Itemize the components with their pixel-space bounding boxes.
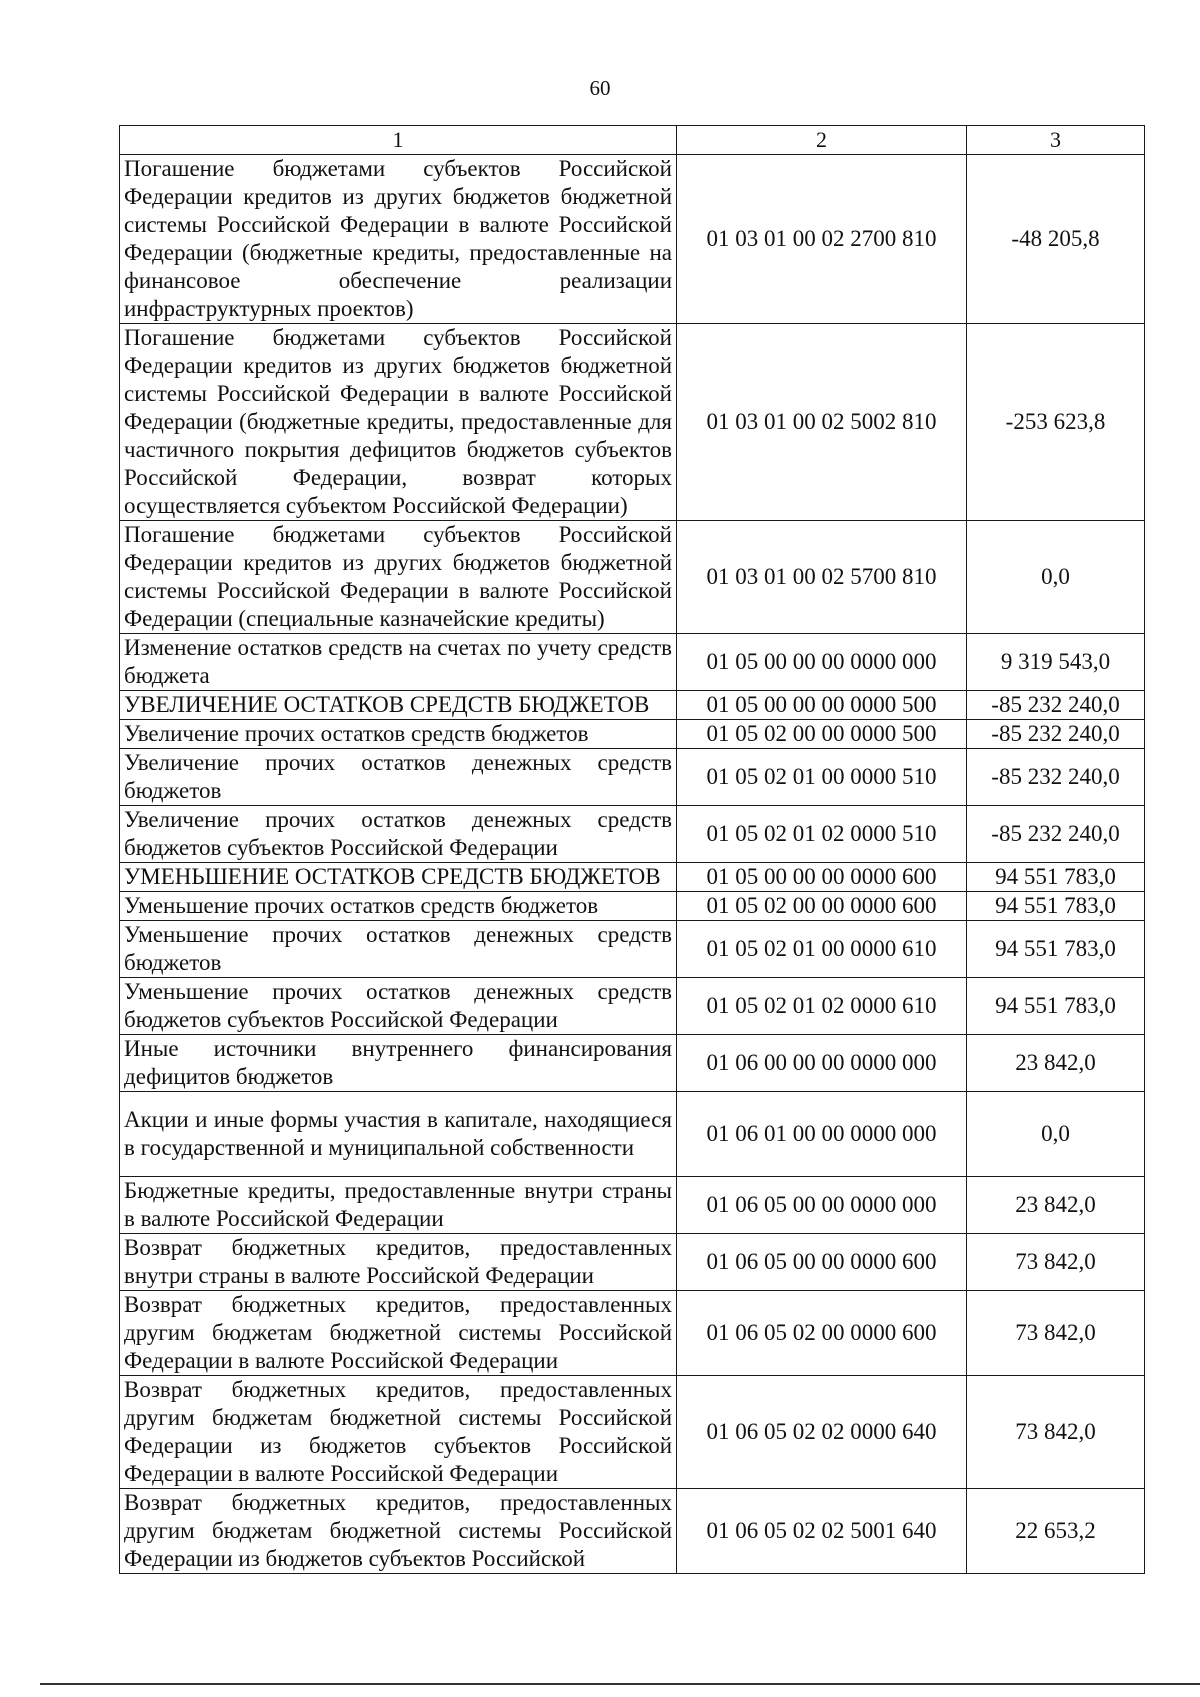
- row-code: 01 03 01 00 02 5002 810: [677, 324, 967, 521]
- table-row: [120, 1489, 1145, 1574]
- row-name: Акции и иные формы участия в капитале, находящиеся в государственной и муниципальной собственности: [120, 1092, 677, 1177]
- table-header-row: [120, 126, 1145, 155]
- table-row: [120, 1177, 1145, 1234]
- table-row: [120, 921, 1145, 978]
- row-amount: 0,0: [967, 521, 1145, 634]
- row-name: Уменьшение прочих остатков денежных средств бюджетов: [120, 921, 677, 978]
- row-code: 01 05 00 00 00 0000 600: [677, 863, 967, 892]
- row-code: 01 05 02 01 00 0000 510: [677, 749, 967, 806]
- row-name: Бюджетные кредиты, предоставленные внутри страны в валюте Российской Федерации: [120, 1177, 677, 1234]
- row-amount: 23 842,0: [967, 1177, 1145, 1234]
- table-row: [120, 1035, 1145, 1092]
- row-name: УМЕНЬШЕНИЕ ОСТАТКОВ СРЕДСТВ БЮДЖЕТОВ: [120, 863, 677, 892]
- header-col-1: 1: [120, 126, 677, 155]
- row-amount: -85 232 240,0: [967, 720, 1145, 749]
- row-amount: 23 842,0: [967, 1035, 1145, 1092]
- page-number: 60: [589, 76, 611, 100]
- row-name: Возврат бюджетных кредитов, предоставленных другим бюджетам бюджетной системы Российской Федерации из бюджетов субъектов Российской Федерации в валюте Российской Федерации: [120, 1376, 677, 1489]
- table-row: [120, 806, 1145, 863]
- page-bottom-rule: [40, 1683, 1200, 1685]
- row-amount: -85 232 240,0: [967, 806, 1145, 863]
- row-name: Погашение бюджетами субъектов Российской Федерации кредитов из других бюджетов бюджетной системы Российской Федерации в валюте Российской Федерации (бюджетные кредиты, предоставленные для частичного покрытия дефицитов бюджетов субъектов Российской Федерации, возврат которых осуществляется субъектом Российской Федерации): [120, 324, 677, 521]
- row-code: 01 06 05 00 00 0000 000: [677, 1177, 967, 1234]
- row-name: Уменьшение прочих остатков средств бюджетов: [120, 892, 677, 921]
- row-code: 01 03 01 00 02 2700 810: [677, 155, 967, 324]
- row-amount: 94 551 783,0: [967, 892, 1145, 921]
- header-col-3: 3: [967, 126, 1145, 155]
- budget-sources-table: [119, 125, 1145, 1574]
- row-amount: -253 623,8: [967, 324, 1145, 521]
- row-name: Иные источники внутреннего финансирования дефицитов бюджетов: [120, 1035, 677, 1092]
- row-name: Увеличение прочих остатков средств бюджетов: [120, 720, 677, 749]
- row-code: 01 06 05 02 00 0000 600: [677, 1291, 967, 1376]
- table-row: [120, 1234, 1145, 1291]
- row-code: 01 06 00 00 00 0000 000: [677, 1035, 967, 1092]
- row-name: Возврат бюджетных кредитов, предоставленных внутри страны в валюте Российской Федерации: [120, 1234, 677, 1291]
- row-amount: 94 551 783,0: [967, 863, 1145, 892]
- table-row: [120, 691, 1145, 720]
- row-amount: -85 232 240,0: [967, 691, 1145, 720]
- table-row: [120, 863, 1145, 892]
- row-name: Изменение остатков средств на счетах по учету средств бюджета: [120, 634, 677, 691]
- row-name: УВЕЛИЧЕНИЕ ОСТАТКОВ СРЕДСТВ БЮДЖЕТОВ: [120, 691, 677, 720]
- row-code: 01 05 02 01 02 0000 510: [677, 806, 967, 863]
- row-code: 01 05 00 00 00 0000 500: [677, 691, 967, 720]
- row-name: Увеличение прочих остатков денежных средств бюджетов субъектов Российской Федерации: [120, 806, 677, 863]
- row-code: 01 05 02 01 00 0000 610: [677, 921, 967, 978]
- row-amount: 73 842,0: [967, 1376, 1145, 1489]
- table-row: [120, 1092, 1145, 1177]
- row-amount: 22 653,2: [967, 1489, 1145, 1574]
- row-code: 01 06 05 00 00 0000 600: [677, 1234, 967, 1291]
- table-row: [120, 749, 1145, 806]
- table-row: [120, 1376, 1145, 1489]
- table-row: [120, 634, 1145, 691]
- row-code: 01 05 00 00 00 0000 000: [677, 634, 967, 691]
- table-row: [120, 324, 1145, 521]
- table-row: [120, 892, 1145, 921]
- row-name: Возврат бюджетных кредитов, предоставленных другим бюджетам бюджетной системы Российской Федерации из бюджетов субъектов Российской: [120, 1489, 677, 1574]
- row-code: 01 05 02 00 00 0000 600: [677, 892, 967, 921]
- row-code: 01 06 01 00 00 0000 000: [677, 1092, 967, 1177]
- row-amount: -48 205,8: [967, 155, 1145, 324]
- row-code: 01 05 02 00 00 0000 500: [677, 720, 967, 749]
- row-code: 01 06 05 02 02 0000 640: [677, 1376, 967, 1489]
- row-code: 01 03 01 00 02 5700 810: [677, 521, 967, 634]
- row-code: 01 05 02 01 02 0000 610: [677, 978, 967, 1035]
- row-amount: 73 842,0: [967, 1234, 1145, 1291]
- row-amount: -85 232 240,0: [967, 749, 1145, 806]
- row-amount: 94 551 783,0: [967, 921, 1145, 978]
- table-row: [120, 155, 1145, 324]
- row-amount: 9 319 543,0: [967, 634, 1145, 691]
- row-amount: 94 551 783,0: [967, 978, 1145, 1035]
- table-row: [120, 720, 1145, 749]
- row-code: 01 06 05 02 02 5001 640: [677, 1489, 967, 1574]
- row-name: Погашение бюджетами субъектов Российской Федерации кредитов из других бюджетов бюджетной системы Российской Федерации в валюте Российской Федерации (специальные казначейские кредиты): [120, 521, 677, 634]
- row-amount: 0,0: [967, 1092, 1145, 1177]
- table-row: [120, 521, 1145, 634]
- row-name: Погашение бюджетами субъектов Российской Федерации кредитов из других бюджетов бюджетной системы Российской Федерации в валюте Российской Федерации (бюджетные кредиты, предоставленные на финансовое обеспечение реализации инфраструктурных проектов): [120, 155, 677, 324]
- row-amount: 73 842,0: [967, 1291, 1145, 1376]
- row-name: Увеличение прочих остатков денежных средств бюджетов: [120, 749, 677, 806]
- row-name: Возврат бюджетных кредитов, предоставленных другим бюджетам бюджетной системы Российской Федерации в валюте Российской Федерации: [120, 1291, 677, 1376]
- row-name: Уменьшение прочих остатков денежных средств бюджетов субъектов Российской Федерации: [120, 978, 677, 1035]
- table-row: [120, 1291, 1145, 1376]
- table-row: [120, 978, 1145, 1035]
- header-col-2: 2: [677, 126, 967, 155]
